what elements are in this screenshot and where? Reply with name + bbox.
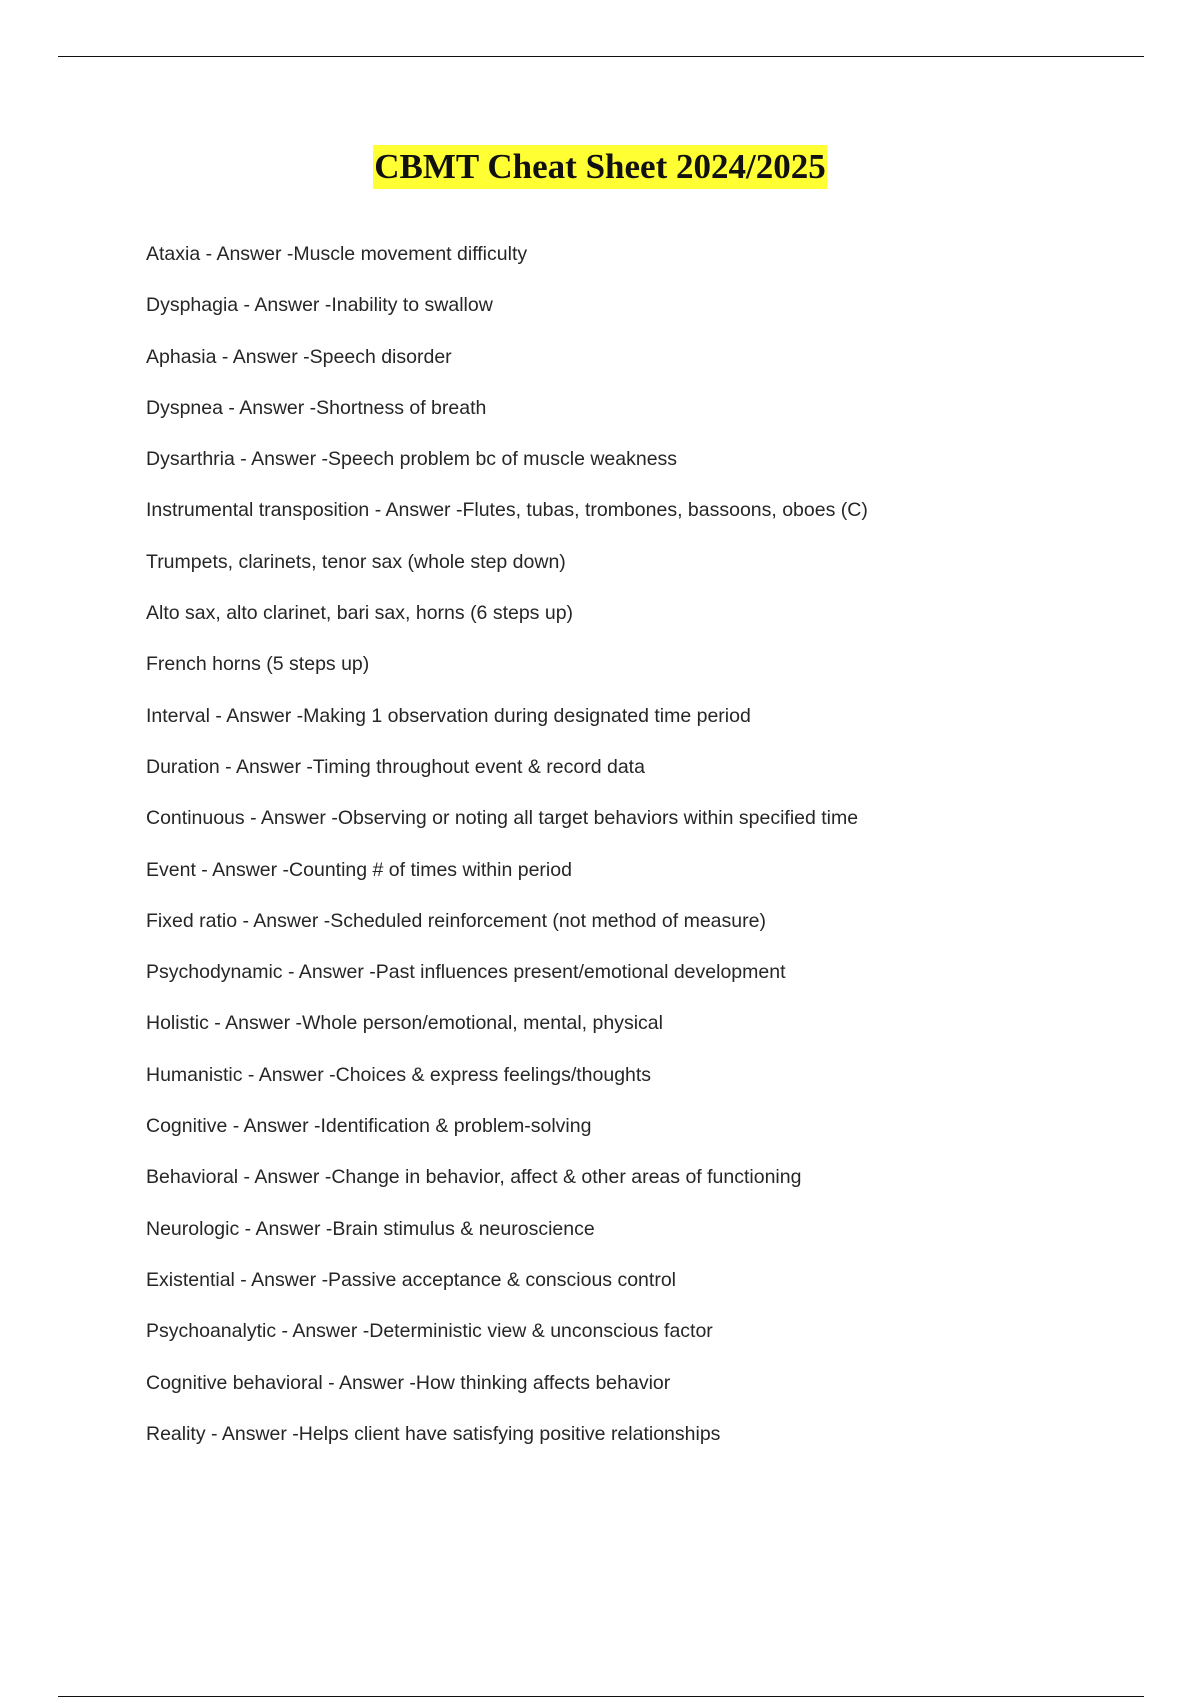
qa-item: Interval - Answer -Making 1 observation during designated time period [146, 704, 751, 727]
qa-item: Behavioral - Answer -Change in behavior, affect & other areas of functioning [146, 1166, 802, 1189]
qa-item: Psychoanalytic - Answer -Deterministic view & unconscious factor [146, 1320, 713, 1343]
qa-item: Cognitive behavioral - Answer -How thinking affects behavior [146, 1371, 671, 1394]
qa-item: Dysphagia - Answer -Inability to swallow [146, 294, 493, 317]
qa-item: Instrumental transposition - Answer -Flutes, tubas, trombones, bassoons, oboes (C) [146, 499, 868, 522]
qa-item: Event - Answer -Counting # of times within period [146, 858, 572, 881]
qa-item: Reality - Answer -Helps client have satisfying positive relationships [146, 1422, 721, 1445]
header-rule [58, 56, 1144, 57]
qa-item: Alto sax, alto clarinet, bari sax, horns (6 steps up) [146, 602, 574, 625]
qa-item: Existential - Answer -Passive acceptance & conscious control [146, 1268, 676, 1291]
qa-item: Cognitive - Answer -Identification & problem-solving [146, 1115, 592, 1138]
qa-item: Aphasia - Answer -Speech disorder [146, 345, 452, 368]
title-container [0, 145, 1200, 189]
qa-item: French horns (5 steps up) [146, 653, 370, 676]
qa-item: Humanistic - Answer -Choices & express feelings/thoughts [146, 1063, 652, 1086]
qa-item: Dyspnea - Answer -Shortness of breath [146, 396, 487, 419]
qa-item: Duration - Answer -Timing throughout event & record data [146, 755, 645, 778]
qa-item: Continuous - Answer -Observing or noting all target behaviors within specified time [146, 807, 859, 830]
qa-item: Neurologic - Answer -Brain stimulus & neuroscience [146, 1217, 595, 1240]
qa-item: Trumpets, clarinets, tenor sax (whole step down) [146, 550, 566, 573]
qa-item: Psychodynamic - Answer -Past influences present/emotional development [146, 961, 786, 984]
qa-item: Holistic - Answer -Whole person/emotional, mental, physical [146, 1012, 663, 1035]
qa-list [146, 240, 1146, 1471]
page-title: CBMT Cheat Sheet 2024/2025 [373, 145, 826, 189]
qa-item: Dysarthria - Answer -Speech problem bc of muscle weakness [146, 448, 678, 471]
footer-rule [58, 1696, 1144, 1697]
qa-item: Ataxia - Answer -Muscle movement difficulty [146, 243, 528, 265]
qa-item: Fixed ratio - Answer -Scheduled reinforcement (not method of measure) [146, 909, 766, 932]
